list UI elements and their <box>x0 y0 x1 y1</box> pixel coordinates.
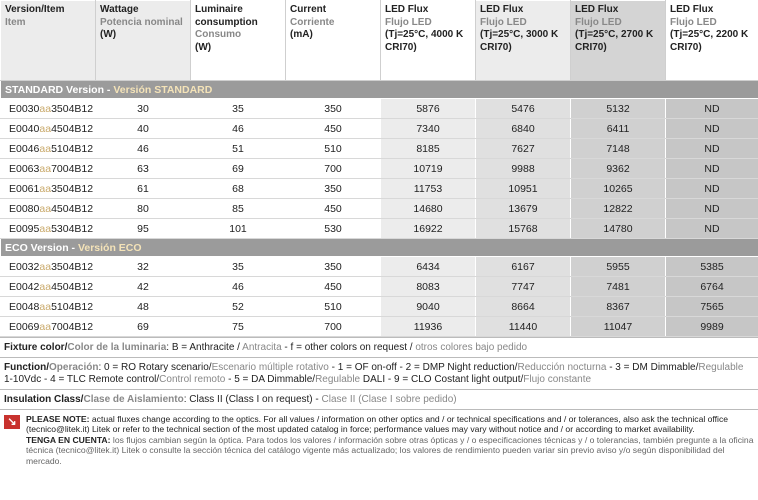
consumption-cell: 85 <box>191 199 286 219</box>
consumption-cell: 35 <box>191 99 286 119</box>
header-flux-3000k: LED Flux Flujo LED (Tj=25°C, 3000 K CRI70) <box>476 1 571 81</box>
table-row <box>1 99 758 119</box>
header-flux-4000k: LED Flux Flujo LED (Tj=25°C, 4000 K CRI70) <box>381 1 476 81</box>
current-cell: 450 <box>286 277 381 297</box>
header-current: Current Corriente (mA) <box>286 1 381 81</box>
current-cell: 450 <box>286 119 381 139</box>
wattage-cell: 30 <box>96 99 191 119</box>
consumption-cell: 46 <box>191 277 286 297</box>
consumption-cell: 101 <box>191 219 286 239</box>
flux-3000k-cell: 9988 <box>476 159 571 179</box>
please-note: ↘ PLEASE NOTE: actual fluxes change according to the optics. For all values / information on other optics and / or technical specifications and / or tolerances, also ask the technical office (tecnico@litek.it) Litek or refer to the technical section of the most updated catalog in force; performance values may vary without notice and / or according to market availability. TENGA EN CUENTA: los flujos cambian según la óptica. Para todos los valores / información sobre otras ópticas y / o especificaciones técnicas y / o tolerancias, también pregunte a la oficina técnica (tecnico@litek.it) Litek o consulte la sección técnica del catálogo vigente más actualizado; los valores de rendimiento pueden variar sin previo aviso y/o según disponibilidad del mercado. <box>0 409 758 470</box>
consumption-cell: 52 <box>191 297 286 317</box>
flux-2700k-cell: 7148 <box>571 139 666 159</box>
section-standard: STANDARD Version - Versión STANDARD <box>1 81 758 99</box>
flux-4000k-cell: 10719 <box>381 159 476 179</box>
insulation-note: Insulation Class/Clase de Aislamiento: Class II (Class I on request) - Clase II (Clase I sobre pedido) <box>0 389 758 409</box>
flux-2200k-cell: ND <box>666 199 758 219</box>
wattage-cell: 69 <box>96 317 191 337</box>
table-row <box>1 277 758 297</box>
flux-2200k-cell: ND <box>666 219 758 239</box>
flux-4000k-cell: 11753 <box>381 179 476 199</box>
header-wattage: Wattage Potencia nominal (W) <box>96 1 191 81</box>
wattage-cell: 46 <box>96 139 191 159</box>
flux-2700k-cell: 6411 <box>571 119 666 139</box>
wattage-cell: 48 <box>96 297 191 317</box>
flux-3000k-cell: 13679 <box>476 199 571 219</box>
header-item: Version/Item Item <box>1 1 96 81</box>
wattage-cell: 61 <box>96 179 191 199</box>
flux-2200k-cell: ND <box>666 139 758 159</box>
flux-2700k-cell: 5955 <box>571 257 666 277</box>
current-cell: 450 <box>286 199 381 219</box>
table-row <box>1 199 758 219</box>
arrow-icon: ↘ <box>4 415 20 429</box>
item-code: E0040aa4504B12 <box>1 119 96 139</box>
table-row <box>1 159 758 179</box>
table-row <box>1 257 758 277</box>
wattage-cell: 42 <box>96 277 191 297</box>
item-code: E0080aa4504B12 <box>1 199 96 219</box>
consumption-cell: 68 <box>191 179 286 199</box>
function-note: Function/Operación: 0 = RO Rotary scenario/Escenario múltiple rotativo - 1 = OF on-off - 2 = DMP Night reduction/Reducción nocturna - 3 = DM Dimmable/Regulable 1-10Vdc - 4 = TLC Remote control/Control remoto - 5 = DA Dimmable/Regulable DALI - 9 = CLO Costant light output/Flujo constante <box>0 357 758 389</box>
header-flux-2700k: LED Flux Flujo LED (Tj=25°C, 2700 K CRI70) <box>571 1 666 81</box>
flux-3000k-cell: 10951 <box>476 179 571 199</box>
flux-3000k-cell: 7627 <box>476 139 571 159</box>
flux-3000k-cell: 15768 <box>476 219 571 239</box>
table-header <box>1 1 758 81</box>
current-cell: 530 <box>286 219 381 239</box>
flux-3000k-cell: 5476 <box>476 99 571 119</box>
flux-4000k-cell: 5876 <box>381 99 476 119</box>
flux-2200k-cell: 7565 <box>666 297 758 317</box>
current-cell: 350 <box>286 99 381 119</box>
consumption-cell: 46 <box>191 119 286 139</box>
flux-2200k-cell: 9989 <box>666 317 758 337</box>
item-code: E0048aa5104B12 <box>1 297 96 317</box>
flux-2200k-cell: ND <box>666 159 758 179</box>
flux-3000k-cell: 6167 <box>476 257 571 277</box>
flux-3000k-cell: 8664 <box>476 297 571 317</box>
wattage-cell: 95 <box>96 219 191 239</box>
flux-2200k-cell: ND <box>666 99 758 119</box>
flux-3000k-cell: 6840 <box>476 119 571 139</box>
flux-2200k-cell: ND <box>666 179 758 199</box>
flux-2700k-cell: 12822 <box>571 199 666 219</box>
flux-3000k-cell: 11440 <box>476 317 571 337</box>
consumption-cell: 69 <box>191 159 286 179</box>
current-cell: 700 <box>286 317 381 337</box>
fixture-color-note: Fixture color/Color de la luminaria: B = Anthracite / Antracita - f = other colors on request / otros colores bajo pedido <box>0 337 758 357</box>
flux-4000k-cell: 16922 <box>381 219 476 239</box>
consumption-cell: 35 <box>191 257 286 277</box>
current-cell: 510 <box>286 139 381 159</box>
flux-4000k-cell: 8083 <box>381 277 476 297</box>
item-code: E0095aa5304B12 <box>1 219 96 239</box>
flux-2700k-cell: 14780 <box>571 219 666 239</box>
table-row <box>1 317 758 337</box>
current-cell: 510 <box>286 297 381 317</box>
header-flux-2200k: LED Flux Flujo LED (Tj=25°C, 2200 K CRI70) <box>666 1 758 81</box>
wattage-cell: 40 <box>96 119 191 139</box>
flux-4000k-cell: 11936 <box>381 317 476 337</box>
flux-4000k-cell: 7340 <box>381 119 476 139</box>
consumption-cell: 51 <box>191 139 286 159</box>
flux-2200k-cell: 5385 <box>666 257 758 277</box>
table-row <box>1 139 758 159</box>
flux-2200k-cell: 6764 <box>666 277 758 297</box>
table-row <box>1 297 758 317</box>
consumption-cell: 75 <box>191 317 286 337</box>
flux-2700k-cell: 10265 <box>571 179 666 199</box>
current-cell: 350 <box>286 257 381 277</box>
flux-4000k-cell: 6434 <box>381 257 476 277</box>
flux-2200k-cell: ND <box>666 119 758 139</box>
flux-2700k-cell: 11047 <box>571 317 666 337</box>
flux-2700k-cell: 8367 <box>571 297 666 317</box>
item-code: E0069aa7004B12 <box>1 317 96 337</box>
current-cell: 350 <box>286 179 381 199</box>
item-code: E0030aa3504B12 <box>1 99 96 119</box>
table-row <box>1 119 758 139</box>
flux-4000k-cell: 14680 <box>381 199 476 219</box>
flux-4000k-cell: 9040 <box>381 297 476 317</box>
item-code: E0046aa5104B12 <box>1 139 96 159</box>
item-code: E0061aa3504B12 <box>1 179 96 199</box>
wattage-cell: 80 <box>96 199 191 219</box>
header-consumption: Luminaire consumption Consumo (W) <box>191 1 286 81</box>
flux-2700k-cell: 7481 <box>571 277 666 297</box>
item-code: E0063aa7004B12 <box>1 159 96 179</box>
flux-3000k-cell: 7747 <box>476 277 571 297</box>
item-code: E0032aa3504B12 <box>1 257 96 277</box>
notes <box>0 337 758 470</box>
section-eco: ECO Version - Versión ECO <box>1 239 758 257</box>
item-code: E0042aa4504B12 <box>1 277 96 297</box>
wattage-cell: 63 <box>96 159 191 179</box>
flux-2700k-cell: 5132 <box>571 99 666 119</box>
flux-2700k-cell: 9362 <box>571 159 666 179</box>
wattage-cell: 32 <box>96 257 191 277</box>
flux-4000k-cell: 8185 <box>381 139 476 159</box>
table-row <box>1 219 758 239</box>
current-cell: 700 <box>286 159 381 179</box>
table-row <box>1 179 758 199</box>
